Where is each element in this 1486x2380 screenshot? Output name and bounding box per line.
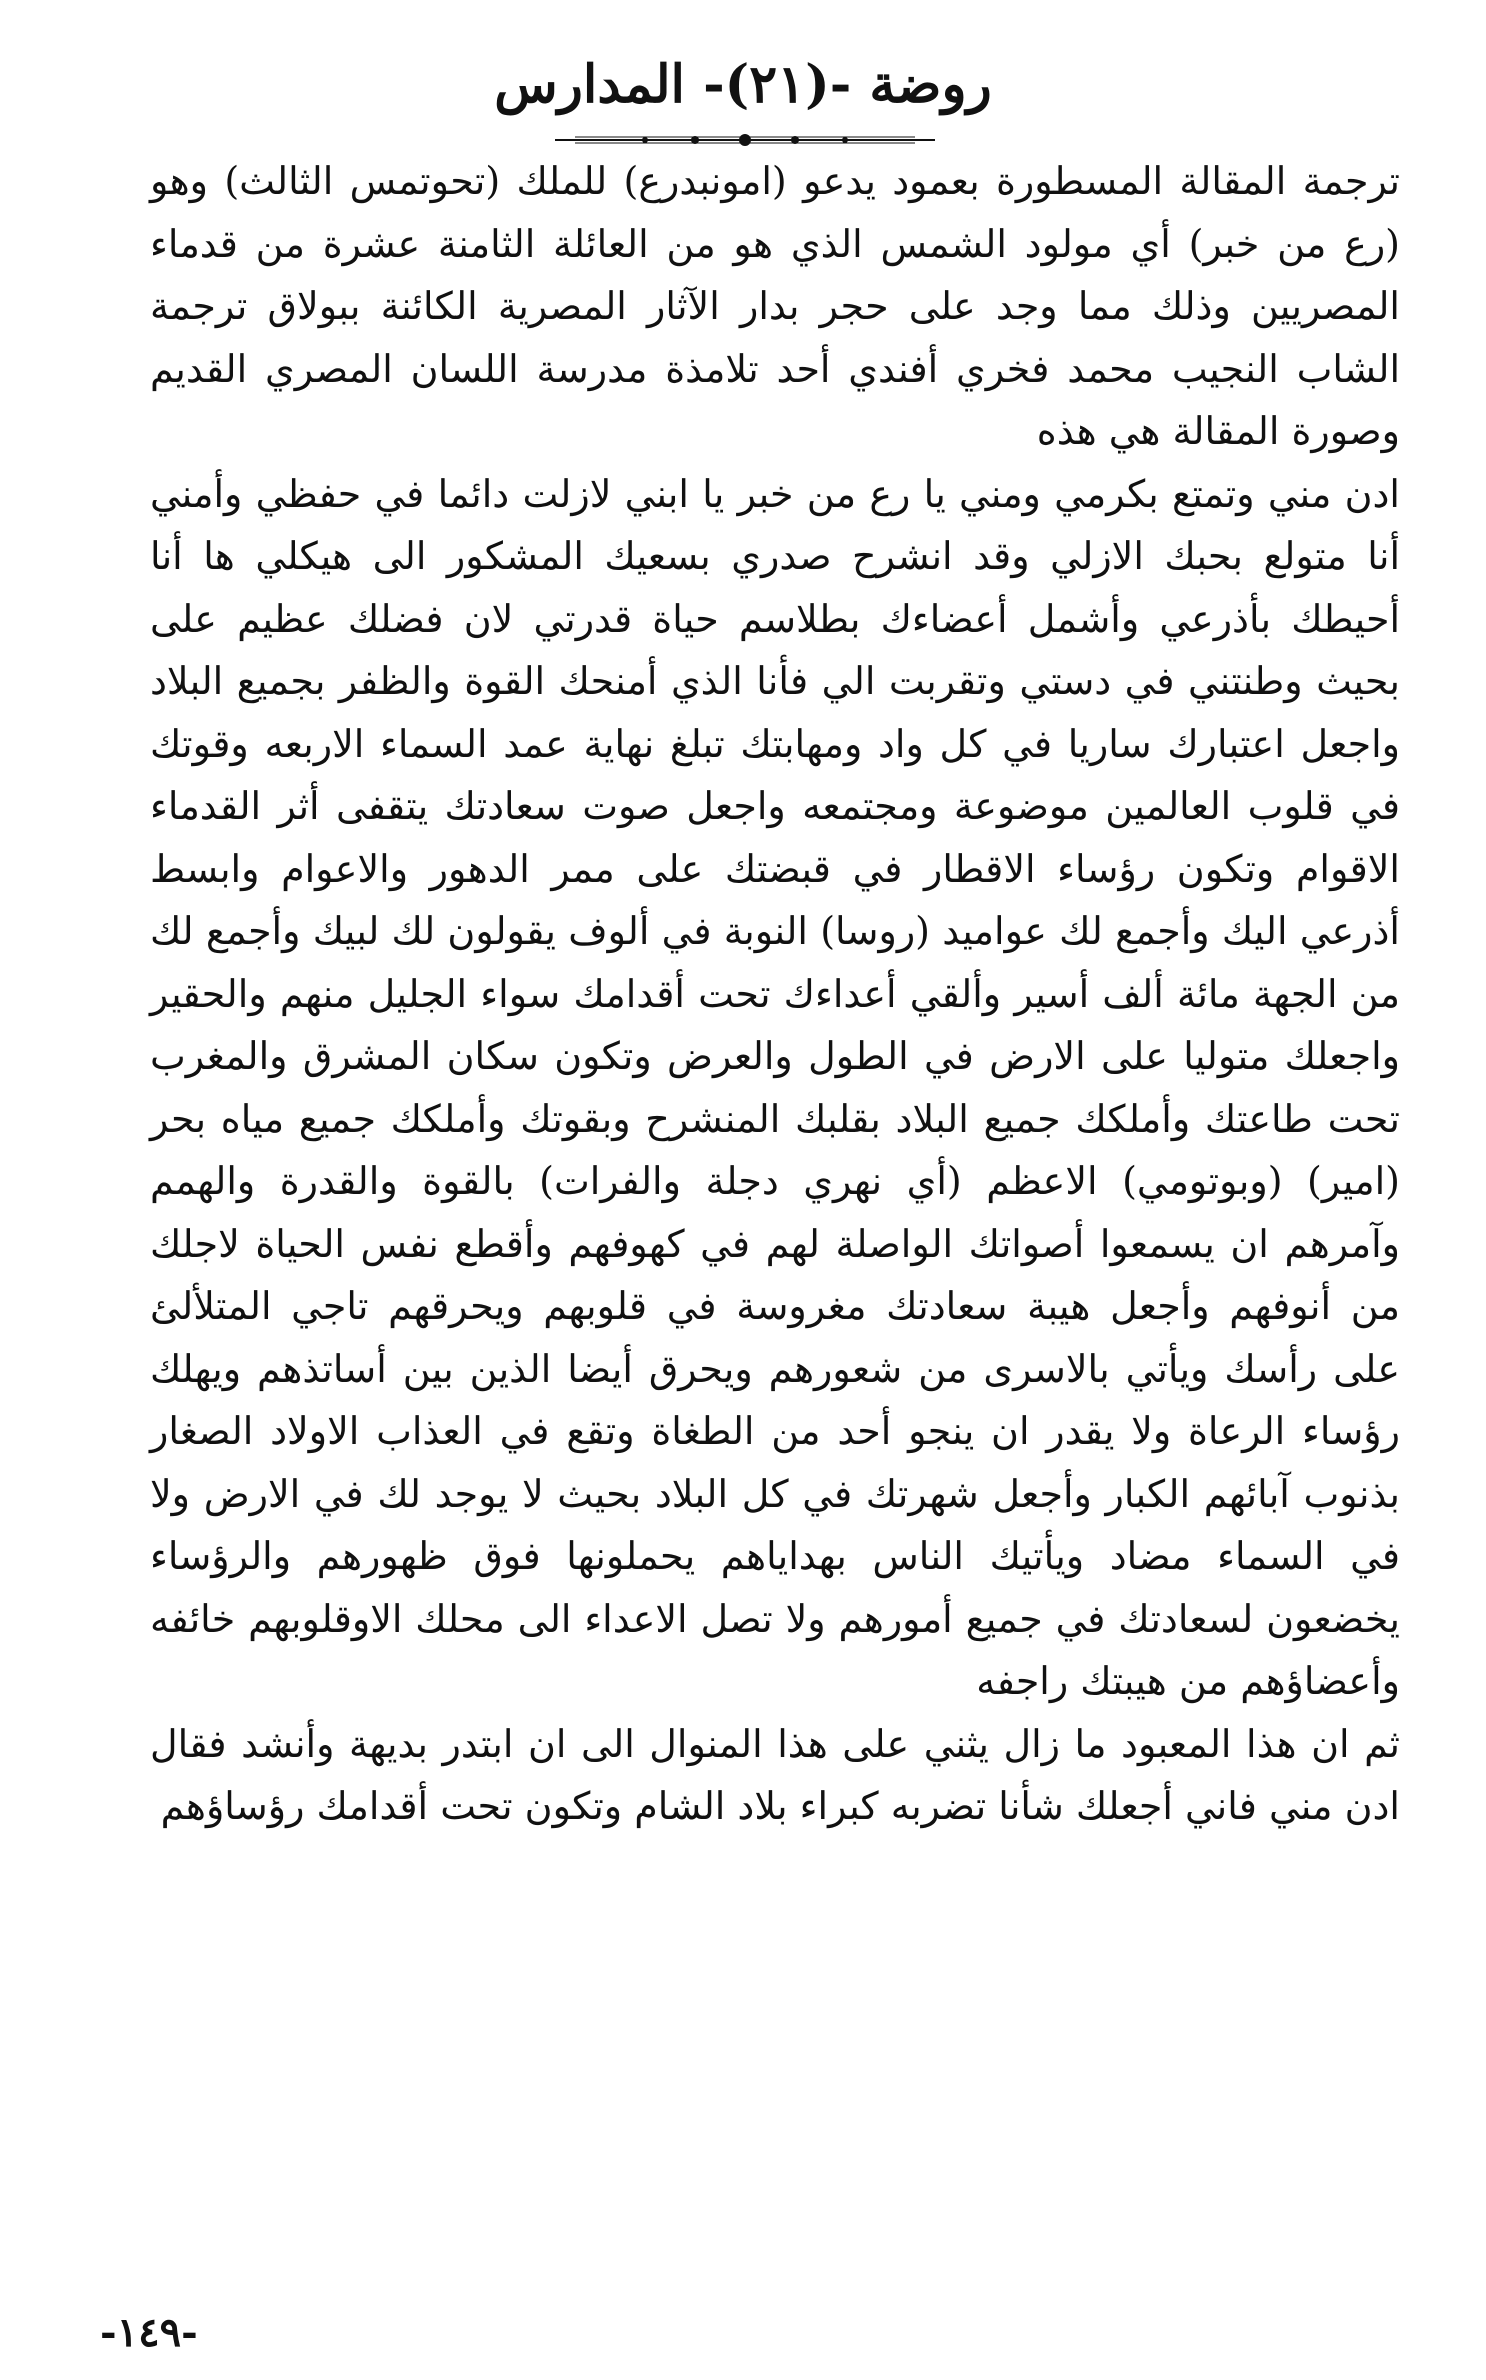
paragraph-inscription: ادن مني وتمتع بكرمي ومني يا رع من خبر يا ابني لازلت دائما في حفظي وأمني أنا متولع بحبك الازلي وقد انشرح صدري بسعيك المشكور الى هيكلي ها أنا أحيطك بأذرعي وأشمل أعضاءك بطلاسم حياة قدرتي لان فضلك عظيم على بحيث وطنتني في دستي وتقربت الي فأنا الذي أمنحك القوة والظفر بجميع البلاد واجعل اعتبارك ساريا في كل واد ومهابتك تبلغ نهاية عمد السماء الاربعه وقوتك في قلوب العالمين موضوعة ومجتمعه واجعل صوت سعادتك يتقفى أثر القدماء الاقوام وتكون رؤساء الاقطار في قبضتك على ممر الدهور والاعوام وابسط أذرعي اليك وأجمع لك عواميد (روسا) النوبة في ألوف يقولون لك لبيك وأجمع لك من الجهة مائة ألف أسير وألقي أعداءك تحت أقدامك سواء الجليل منهم والحقير واجعلك متوليا على الارض في الطول والعرض وتكون سكان المشرق والمغرب تحت طاعتك وأملكك جميع البلاد بقلبك المنشرح وبقوتك وأملكك جميع مياه بحر (امير) (وبوتومي) الاعظم (أي نهري دجلة والفرات) بالقوة والقدرة والهمم وآمرهم ان يسمعوا أصواتك الواصلة لهم في كهوفهم وأقطع نفس الحياة لاجلك من أنوفهم وأجعل هيبة سعادتك مغروسة في قلوبهم ويحرقهم تاجي المتلألئ على رأسك ويأتي بالاسرى من شعورهم ويحرق أيضا الذين بين أساتذهم ويهلك رؤساء الرعاة ولا يقدر ان ينجو أحد من الطغاة وتقع في العذاب الاولاد الصغار بذنوب آبائهم الكبار وأجعل شهرتك في كل البلاد بحيث لا يوجد لك في الارض ولا في السماء مضاد ويأتيك الناس بهداياهم يحملونها فوق ظهورهم والرؤساء يخضعون لسعادتك في جميع أمورهم ولا تصل الاعداء الى محلك الاوقلوبهم خائفه وأعضاؤهم من هيبتك راجفه [150,471,1400,1703]
running-title: روضة -(٢١)- المدارس [494,54,992,115]
page-number: -١٤٩- [100,2309,198,2356]
page-header [0,50,1486,120]
paragraph-intro: ترجمة المقالة المسطورة بعمود يدعو (امونبدرع) للملك (تحوتمس الثالث) وهو (رع من خبر) أي مولود الشمس الذي هو من العائلة الثامنة عشرة من قدماء المصريين وذلك مما وجد على حجر بدار الآثار المصرية الكائنة ببولاق ترجمة الشاب النجيب محمد فخري أفندي أحد تلامذة مدرسة اللسان المصري القديم وصورة المقالة هي هذه [150,159,1400,453]
paragraph-closing: ثم ان هذا المعبود ما زال يثني على هذا المنوال الى ان ابتدر بديهة وأنشد فقال ادن مني فاني أجعلك شأنا تضربه كبراء بلاد الشام وتكون تحت أقدامك رؤساؤهم [150,1721,1400,1828]
article-body [150,150,1400,1838]
ornament-divider [555,132,935,148]
